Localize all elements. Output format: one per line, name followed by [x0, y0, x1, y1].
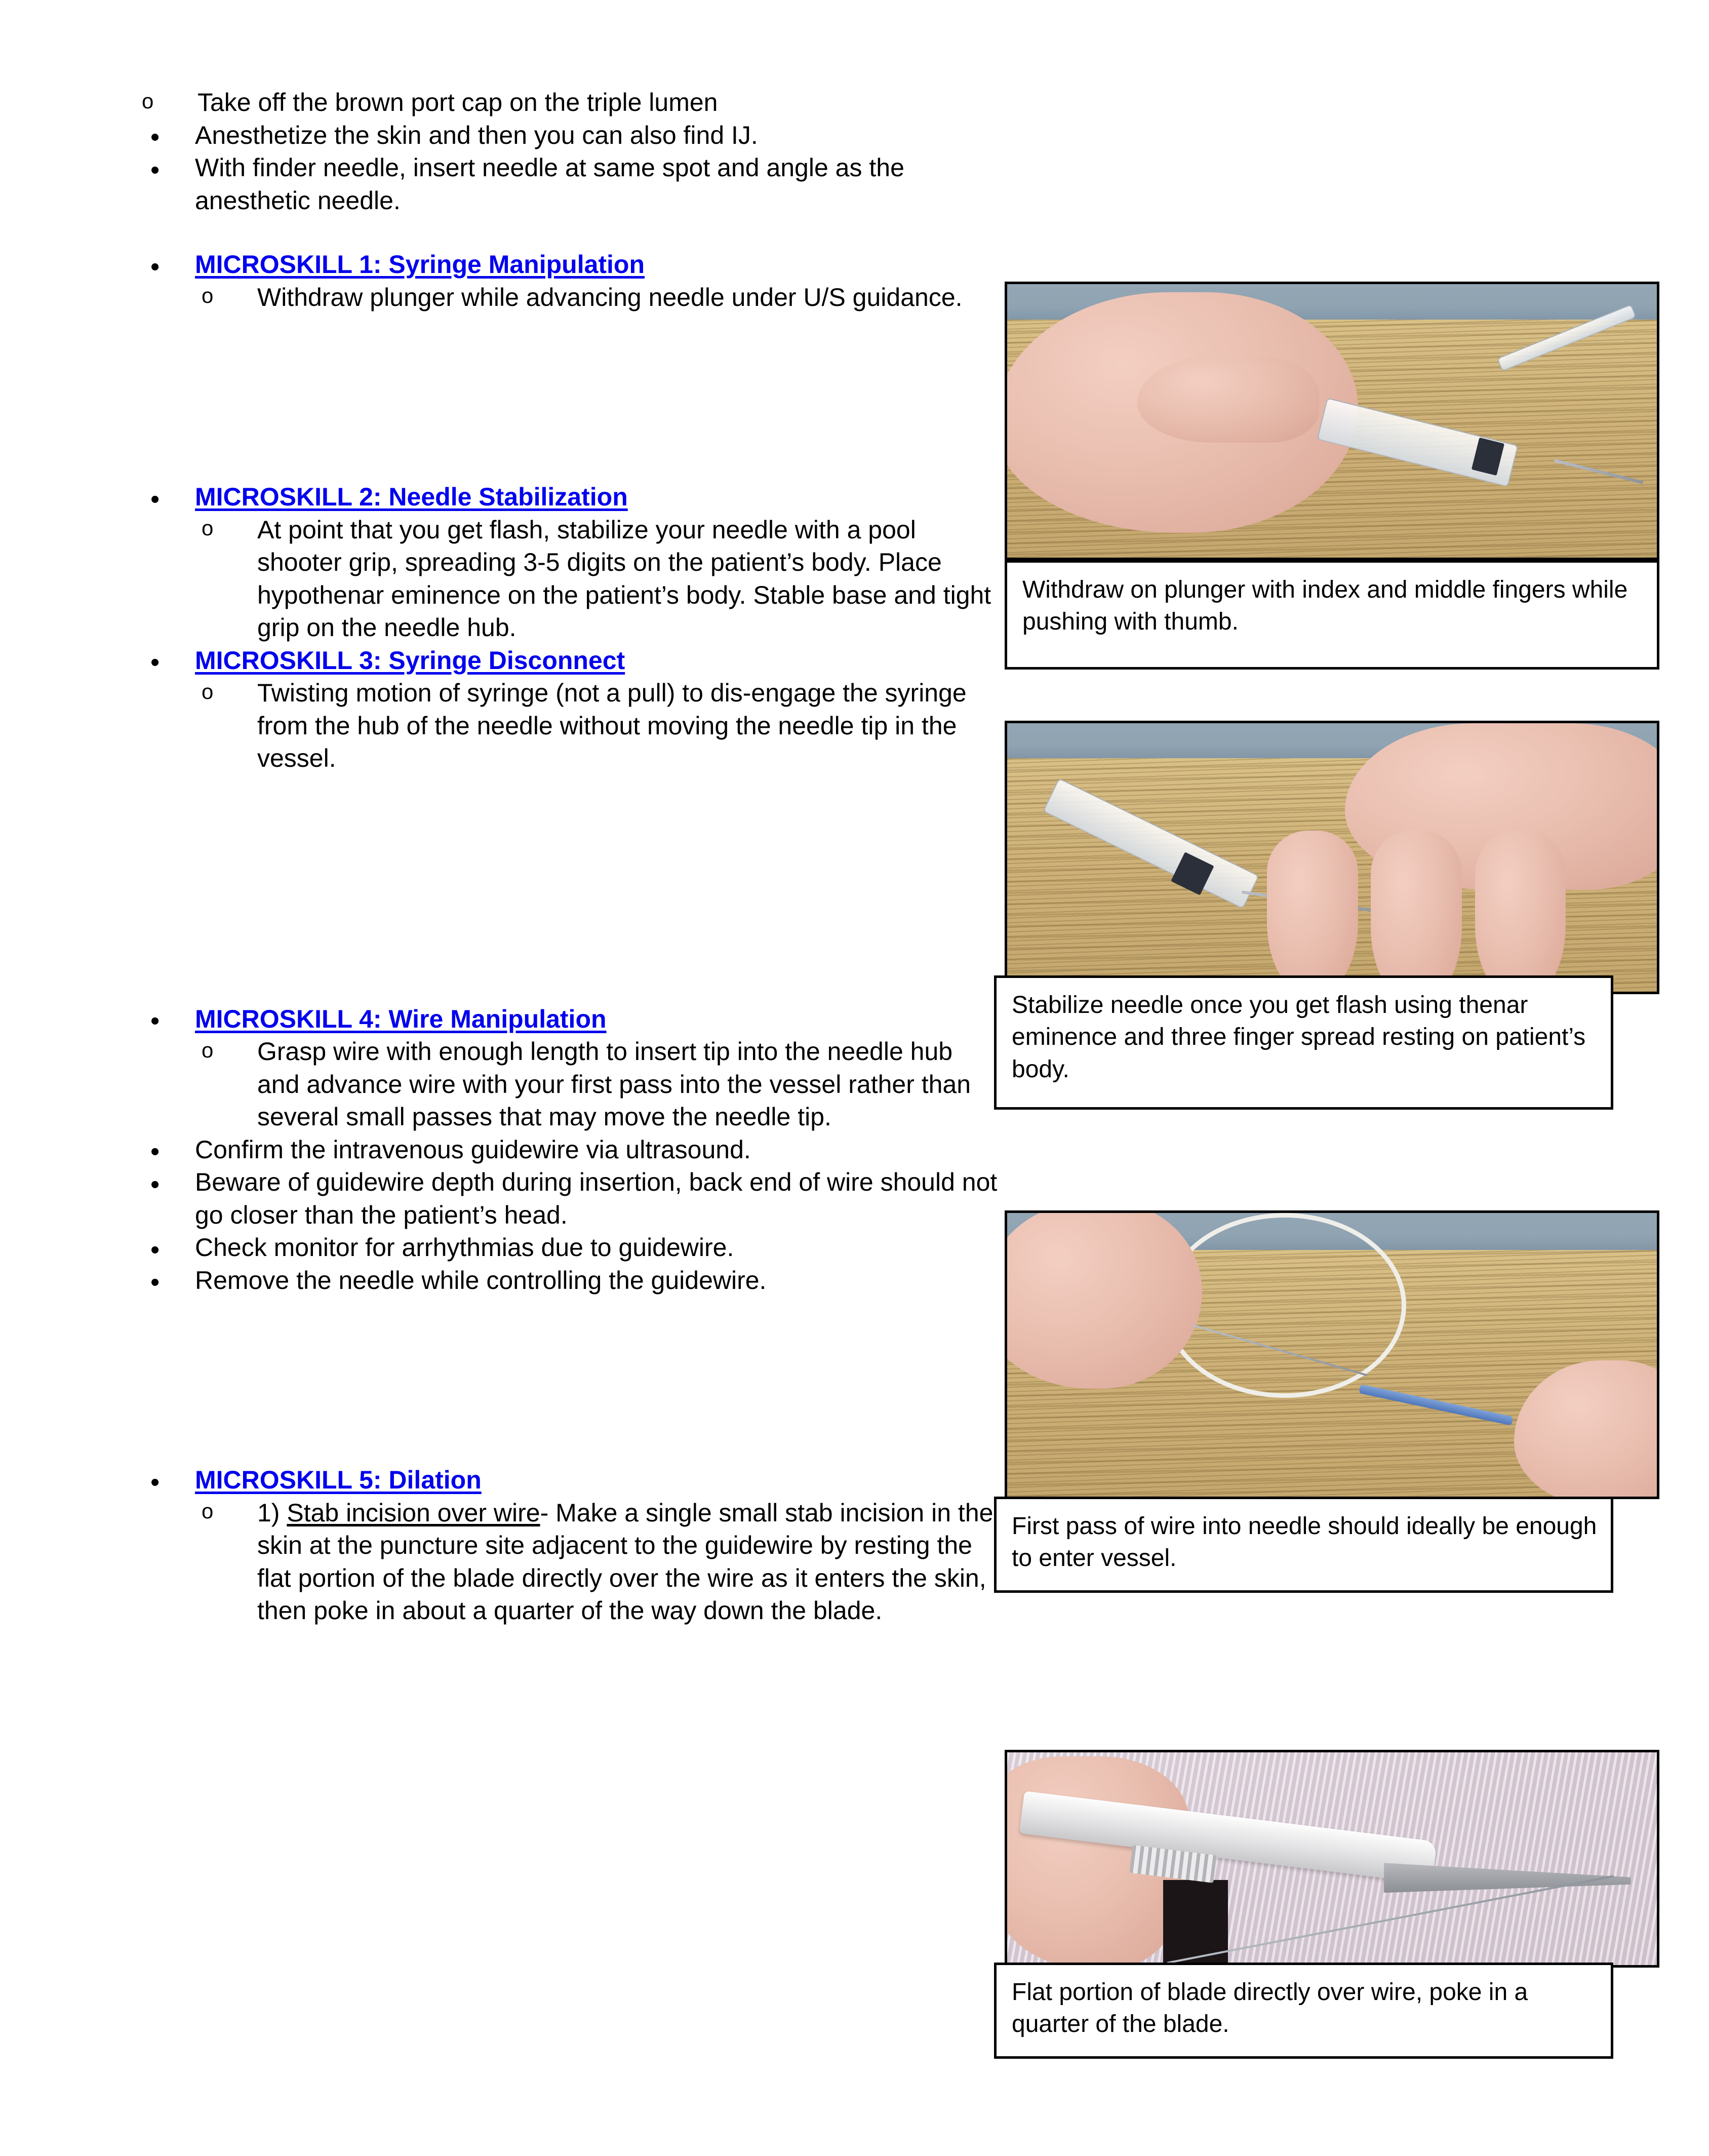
intro-list — [137, 86, 998, 217]
list-item-text: At point that you get flash, stabilize your needle with a pool shooter grip, spreading 3-5 digits on the patient’s body. Place hypothenar eminence on the patient’s body. Stable base and tight grip on the needle hub. — [257, 515, 991, 642]
microskill-3-link[interactable]: MICROSKILL 3: Syringe Disconnect — [195, 646, 625, 675]
list-item — [137, 119, 998, 152]
list-item — [196, 514, 998, 644]
microskill-3-heading-row — [137, 644, 998, 677]
spacer — [137, 217, 998, 248]
list-item-text: With finder needle, insert needle at same spot and angle as the anesthetic needle. — [195, 153, 904, 215]
list-item — [137, 1166, 998, 1231]
list-item — [196, 1497, 998, 1627]
list-item-text: Remove the needle while controlling the guidewire. — [195, 1266, 767, 1295]
list-item-text: Twisting motion of syringe (not a pull) to dis-engage the syringe from the hub of the needle without moving the needle tip in the vessel. — [257, 679, 967, 772]
bullet-icon: • — [150, 155, 160, 185]
microskill-3-block — [137, 644, 998, 775]
list-item-text: Beware of guidewire depth during insertion, back end of wire should not go closer than the patient’s head. — [195, 1168, 998, 1229]
figure-2-caption-box — [994, 975, 1613, 1110]
figure-4-image-frame — [1005, 1750, 1659, 1968]
list-item-text: - Make a single small stab incision in the skin at the puncture site adjacent to the guidewire by resting the flat portion of the blade directly over the wire as it enters the skin, then poke in about a quarter of the way down the blade. — [257, 1498, 993, 1625]
photo-finger-3 — [1475, 831, 1566, 992]
microskill-2-block — [137, 481, 998, 644]
list-item — [196, 1035, 998, 1133]
bullet-icon: • — [150, 123, 160, 152]
microskill-4-block — [137, 1003, 998, 1297]
sub-bullet-icon: o — [202, 679, 214, 703]
microskill-4-link[interactable]: MICROSKILL 4: Wire Manipulation — [195, 1004, 607, 1033]
photo-finger-1 — [1267, 831, 1358, 992]
figure-3-caption-box — [994, 1497, 1613, 1593]
list-item-text: Confirm the intravenous guidewire via ultrasound. — [195, 1135, 751, 1164]
list-item — [137, 1231, 998, 1264]
bullet-icon: • — [150, 484, 160, 514]
list-item — [137, 1264, 998, 1297]
figure-1-caption-box — [1005, 560, 1659, 670]
figure-4-caption-box — [994, 1963, 1613, 2059]
microskill-5-block — [137, 1464, 998, 1627]
list-item-text: Anesthetize the skin and then you can also find IJ. — [195, 121, 758, 149]
list-item — [196, 677, 998, 775]
bullet-icon: • — [150, 1235, 160, 1265]
bullet-icon: • — [150, 1006, 160, 1036]
stab-incision-prefix: 1) — [257, 1498, 287, 1527]
microskill-5-link[interactable]: MICROSKILL 5: Dilation — [195, 1466, 482, 1494]
bullet-icon: • — [150, 1467, 160, 1497]
photo-finger-2 — [1371, 831, 1462, 992]
figure-2-photo — [1007, 723, 1657, 992]
spacer — [137, 1297, 998, 1464]
sub-bullet-icon: o — [202, 1499, 214, 1523]
list-item — [196, 281, 998, 314]
spacer — [137, 775, 998, 942]
microskill-5-heading-row — [137, 1464, 998, 1497]
microskill-1-link[interactable]: MICROSKILL 1: Syringe Manipulation — [195, 250, 645, 279]
list-item — [137, 1133, 998, 1166]
spacer — [137, 942, 998, 1003]
figure-2-image-frame — [1005, 721, 1659, 994]
microskill-1-heading-row — [137, 248, 998, 281]
list-item-text: Withdraw plunger while advancing needle under U/S guidance. — [257, 283, 963, 311]
bullet-icon: • — [150, 1137, 160, 1167]
bullet-icon: • — [150, 1169, 160, 1199]
sub-bullet-icon: o — [202, 516, 214, 540]
bullet-icon: • — [150, 648, 160, 678]
microskill-2-heading-row — [137, 481, 998, 514]
bullet-icon: • — [150, 252, 160, 282]
list-item-text: Take off the brown port cap on the triple lumen — [197, 88, 718, 116]
microskill-4-heading-row — [137, 1003, 998, 1036]
photo-fingers — [1137, 355, 1319, 443]
list-item — [137, 86, 998, 119]
sub-bullet-icon: o — [142, 89, 154, 113]
bullet-icon: • — [150, 1268, 160, 1298]
figure-1-photo — [1007, 284, 1657, 558]
figure-1-caption-text: Withdraw on plunger with index and middle fingers while pushing with thumb. — [1022, 576, 1628, 636]
figure-3-image-frame — [1005, 1210, 1659, 1499]
figure-4-photo — [1007, 1752, 1657, 1965]
microskill-1-block — [137, 248, 998, 313]
figure-3-photo — [1007, 1213, 1657, 1497]
figure-2-caption-text: Stabilize needle once you get flash using thenar eminence and three finger spread resting on patient’s body. — [1012, 992, 1586, 1083]
sub-bullet-icon: o — [202, 284, 214, 308]
list-item — [137, 151, 998, 217]
body-text-column — [137, 86, 998, 1627]
figure-4-caption-text: Flat portion of blade directly over wire, poke in a quarter of the blade. — [1012, 1979, 1528, 2038]
list-item-text: Check monitor for arrhythmias due to guidewire. — [195, 1233, 734, 1262]
list-item-text: Grasp wire with enough length to insert tip into the needle hub and advance wire with your first pass into the vessel rather than several small passes that may move the needle tip. — [257, 1037, 971, 1131]
spacer — [137, 313, 998, 481]
figure-1-image-frame — [1005, 282, 1659, 560]
stab-incision-term: Stab incision over wire — [287, 1498, 540, 1527]
microskill-2-link[interactable]: MICROSKILL 2: Needle Stabilization — [195, 483, 628, 511]
figure-3-caption-text: First pass of wire into needle should ideally be enough to enter vessel. — [1012, 1513, 1597, 1572]
sub-bullet-icon: o — [202, 1038, 214, 1062]
